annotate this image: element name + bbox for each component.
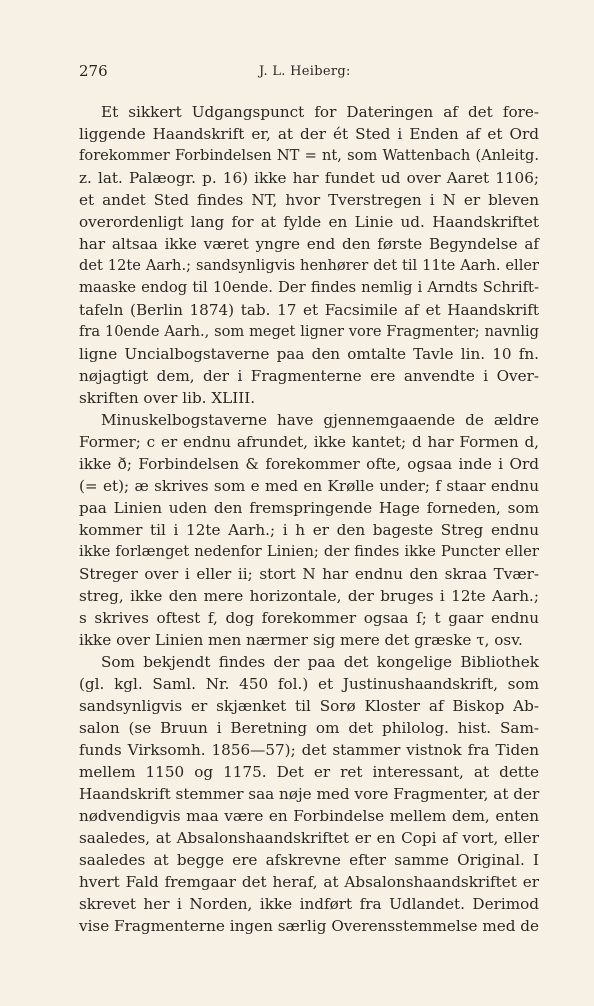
text-line: fra 10ende Aarh., som meget ligner vore Fragmenter; navnlig (79, 323, 539, 340)
text-line: mellem 1150 og 1175. Det er ret interessant, at dette (79, 763, 539, 781)
text-line: sandsynligvis er skjænket til Sorø Kloster af Biskop Ab- (79, 697, 539, 715)
text-line: skriften over lib. XLIII. (79, 389, 256, 407)
text-line: forekommer Forbindelsen NT = nt, som Wattenbach (Anleitg. (79, 147, 539, 164)
text-line: maaske endog til 10ende. Der findes nemlig i Arndts Schrift- (79, 279, 539, 296)
text-line: nødvendigvis maa være en Forbindelse mellem dem, enten (79, 807, 539, 825)
text-line: (gl. kgl. Saml. Nr. 450 fol.) et Justinushaandskrift, som (79, 675, 539, 693)
text-line: ligne Uncialbogstaverne paa den omtalte Tavle lin. 10 fn. (79, 345, 539, 363)
text-line: streg, ikke den mere horizontale, der bruges i 12te Aarh.; (79, 587, 539, 605)
text-line: Streger over i eller ii; stort N har endnu den skraa Tvær- (79, 565, 539, 583)
text-line: har altsaa ikke været yngre end den første Begyndelse af (79, 235, 539, 253)
running-head-title: J. L. Heiberg: (259, 64, 351, 79)
text-line: overordenligt lang for at fylde en Linie ud. Haandskriftet (79, 213, 539, 231)
text-line: (= et); æ skrives som e med en Krølle under; f staar endnu (79, 477, 539, 495)
text-line: ikke ð; Forbindelsen & forekommer ofte, ogsaa inde i Ord (79, 455, 539, 473)
text-line: saaledes, at Absalonshaandskriftet er en Copi af vort, eller (79, 829, 539, 847)
text-line: ikke forlænget nedenfor Linien; der findes ikke Puncter eller (79, 543, 539, 560)
text-line: salon (se Bruun i Beretning om det philolog. hist. Sam- (79, 719, 539, 737)
text-line: tafeln (Berlin 1874) tab. 17 et Facsimile af et Haandskrift (79, 301, 539, 319)
text-line: Som bekjendt findes der paa det kongelige Bibliothek (101, 653, 539, 671)
text-line: et andet Sted findes NT, hvor Tverstregen i N er bleven (79, 191, 539, 209)
running-head (79, 62, 539, 84)
text-line: Haandskrift stemmer saa nøje med vore Fragmenter, at der (79, 785, 540, 803)
text-line: vise Fragmenterne ingen særlig Overensstemmelse med de (79, 917, 539, 935)
text-line: kommer til i 12te Aarh.; i h er den bageste Streg endnu (79, 521, 539, 539)
text-line: skrevet her i Norden, ikke indført fra Udlandet. Derimod (79, 895, 539, 913)
text-line: z. lat. Palæogr. p. 16) ikke har fundet ud over Aaret 1106; (79, 169, 539, 187)
text-line: funds Virksomh. 1856—57); det stammer vistnok fra Tiden (79, 741, 539, 759)
text-line: nøjagtigt dem, der i Fragmenterne ere anvendte i Over- (79, 367, 539, 385)
text-line: ikke over Linien men nærmer sig mere det græske τ, osv. (79, 631, 523, 649)
text-line: paa Linien uden den fremspringende Hage forneden, som (79, 499, 539, 517)
text-line: det 12te Aarh.; sandsynligvis henhører det til 11te Aarh. eller (79, 257, 539, 274)
text-line: saaledes at begge ere afskrevne efter samme Original. I (79, 851, 539, 869)
text-line: Et sikkert Udgangspunct for Dateringen af det fore- (101, 103, 539, 121)
page-number: 276 (79, 62, 108, 80)
text-line: Minuskelbogstaverne have gjennemgaaende de ældre (101, 411, 539, 429)
body-text (79, 101, 539, 937)
text-line: s skrives oftest f, dog forekommer ogsaa ſ; t gaar endnu (79, 609, 539, 627)
text-line: hvert Fald fremgaar det heraf, at Absalonshaandskriftet er (79, 873, 539, 891)
text-line: liggende Haandskrift er, at der ét Sted i Enden af et Ord (79, 125, 539, 143)
text-line: Former; c er endnu afrundet, ikke kantet; d har Formen d, (79, 433, 539, 451)
